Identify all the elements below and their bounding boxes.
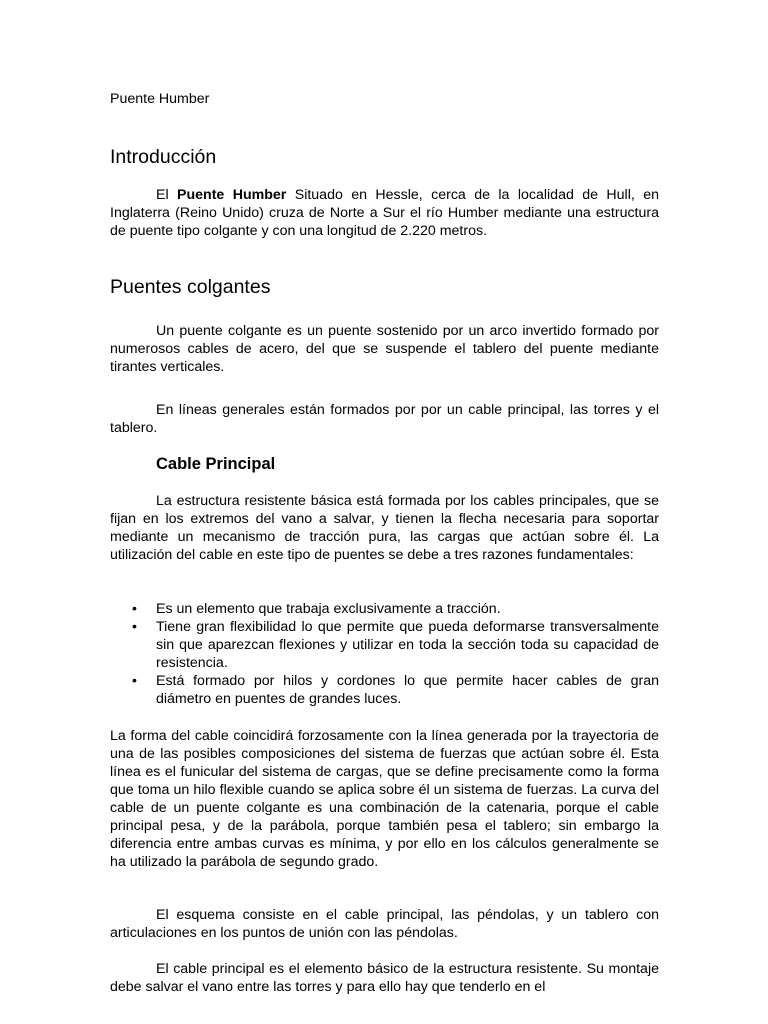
intro-paragraph bbox=[110, 186, 659, 240]
bullet-icon: • bbox=[132, 673, 137, 689]
cable-text-4: El cable principal es el elemento básico de la estructura resistente. Su montaje debe salvar el vano entre las torres y para ello hay que tenderlo en el bbox=[110, 961, 659, 995]
cable-bullet-list bbox=[110, 600, 659, 708]
list-item bbox=[110, 672, 659, 708]
bullet-text: Tiene gran flexibilidad lo que permite que pueda deformarse transversalmente sin que aparezcan flexiones y utilizar en toda la sección toda su capacidad de resistencia. bbox=[156, 619, 659, 671]
intro-text-post: Situado en Hessle, cerca de la localidad de Hull, en Inglaterra (Reino Unido) cruza de Norte a Sur el río Humber mediante una estructura de puente tipo colgante y con una longitud de 2.220 metros. bbox=[110, 187, 659, 239]
bullet-text: Es un elemento que trabaja exclusivamente a tracción. bbox=[156, 601, 501, 617]
colgantes-text-2: En líneas generales están formados por por un cable principal, las torres y el tablero. bbox=[110, 402, 659, 436]
document-header: Puente Humber bbox=[110, 91, 210, 107]
cable-text-2: La forma del cable coincidirá forzosamente con la línea generada por la trayectoria de una de las posibles composiciones del sistema de fuerzas que actúan sobre él. Esta línea es el funicular del sistema de cargas, que se define precisamente como la forma que toma un hilo flexible cuando se aplica sobre él un sistema de fuerzas. La curva del cable de un puente colgante es una combinación de la catenaria, porque el cable principal pesa, y de la parábola, porque también pesa el tablero; sin embargo la diferencia entre ambas curvas es mínima, y por ello en los cálculos generalmente se ha utilizado la parábola de segundo grado. bbox=[110, 728, 659, 870]
cable-paragraph-1 bbox=[110, 492, 659, 564]
list-item bbox=[110, 600, 659, 618]
cable-paragraph-2 bbox=[110, 727, 659, 871]
colgantes-text-1: Un puente colgante es un puente sostenido por un arco invertido formado por numerosos cables de acero, del que se suspende el tablero del puente mediante tirantes verticales. bbox=[110, 323, 659, 375]
heading-cable-principal: Cable Principal bbox=[156, 455, 276, 473]
cable-paragraph-4 bbox=[110, 960, 659, 996]
cable-paragraph-3 bbox=[110, 906, 659, 942]
intro-bridge-name: Puente Humber bbox=[177, 187, 287, 203]
cable-text-1: La estructura resistente básica está formada por los cables principales, que se fijan en los extremos del vano a salvar, y tienen la flecha necesaria para soportar mediante un mecanismo de tracción pura, las cargas que actúan sobre él. La utilización del cable en este tipo de puentes se debe a tres razones fundamentales: bbox=[110, 493, 659, 563]
colgantes-paragraph-2 bbox=[110, 401, 659, 437]
bullet-icon: • bbox=[132, 601, 137, 617]
colgantes-paragraph-1 bbox=[110, 322, 659, 376]
intro-text-pre: El bbox=[156, 187, 178, 203]
heading-puentes-colgantes: Puentes colgantes bbox=[110, 276, 271, 298]
bullet-text: Está formado por hilos y cordones lo que permite hacer cables de gran diámetro en puentes de grandes luces. bbox=[156, 673, 659, 707]
list-item bbox=[110, 618, 659, 672]
heading-introduccion: Introducción bbox=[110, 146, 217, 168]
bullet-icon: • bbox=[132, 619, 137, 635]
cable-text-3: El esquema consiste en el cable principal, las péndolas, y un tablero con articulaciones en los puntos de unión con las péndolas. bbox=[110, 907, 659, 941]
